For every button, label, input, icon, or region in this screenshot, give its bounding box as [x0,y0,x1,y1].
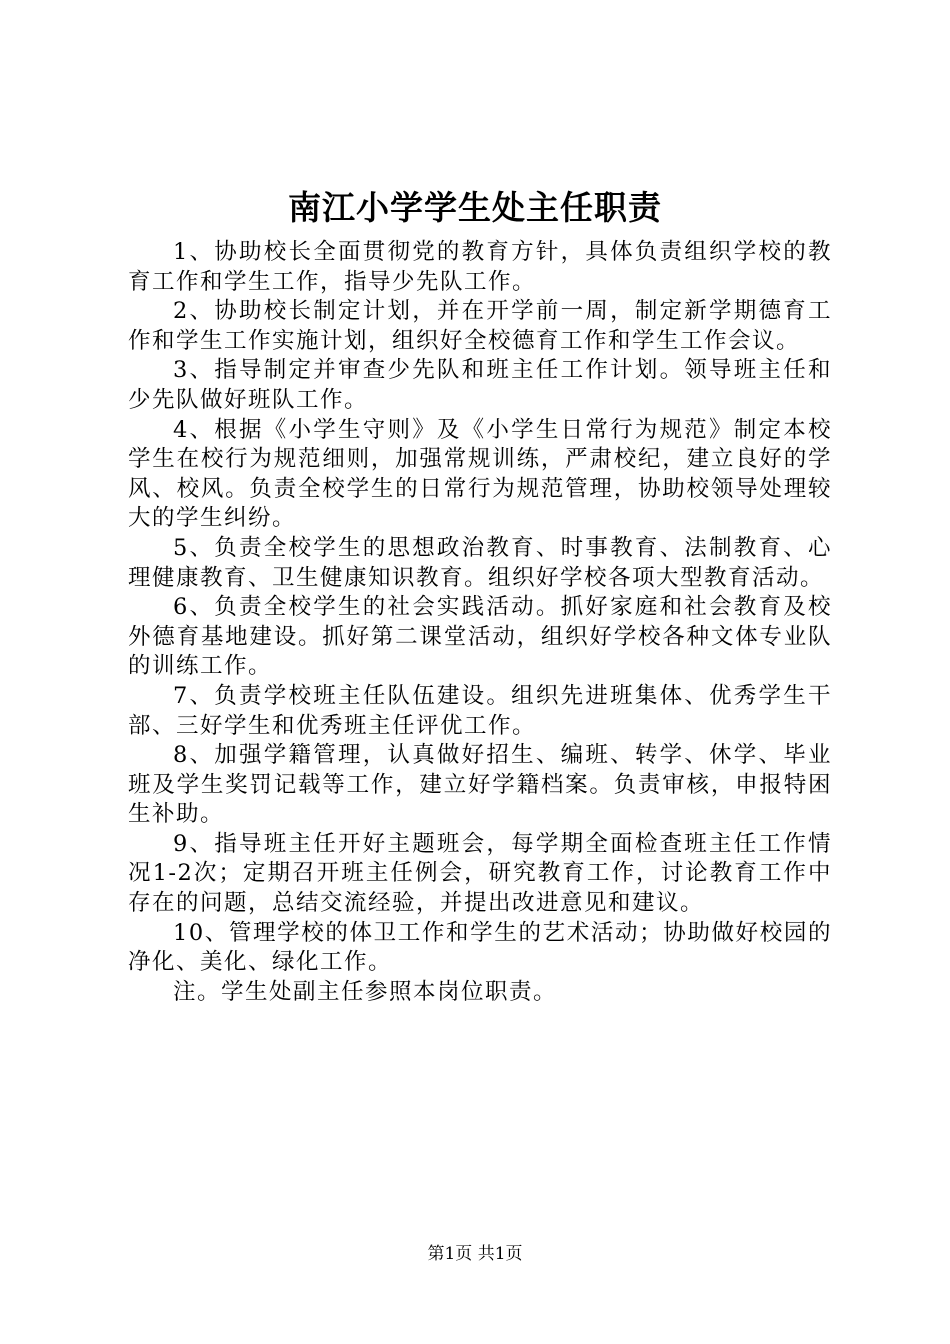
paragraph-10: 10、管理学校的体卫工作和学生的艺术活动；协助做好校园的净化、美化、绿化工作。 [128,919,832,976]
paragraph-9: 9、指导班主任开好主题班会，每学期全面检查班主任工作情况1-2次；定期召开班主任例会，研究教育工作，讨论教育工作中存在的问题，总结交流经验，并提出改进意见和建议。 [128,830,832,917]
paragraph-1: 1、协助校长全面贯彻党的教育方针，具体负责组织学校的教育工作和学生工作，指导少先队工作。 [128,239,832,295]
document-title: 南江小学学生处主任职责 [288,188,662,227]
document-body [128,238,832,1007]
paragraph-8: 8、加强学籍管理，认真做好招生、编班、转学、休学、毕业班及学生奖罚记载等工作，建立好学籍档案。负责审核，申报特困生补助。 [128,742,832,828]
paragraph-2: 2、协助校长制定计划，并在开学前一周，制定新学期德育工作和学生工作实施计划，组织好全校德育工作和学生工作会议。 [128,298,832,354]
paragraph-3: 3、指导制定并审查少先队和班主任工作计划。领导班主任和少先队做好班队工作。 [128,357,832,413]
paragraph-7: 7、负责学校班主任队伍建设。组织先进班集体、优秀学生干部、三好学生和优秀班主任评优工作。 [128,682,832,739]
paragraph-5: 5、负责全校学生的思想政治教育、时事教育、法制教育、心理健康教育、卫生健康知识教育。组织好学校各项大型教育活动。 [128,534,832,591]
paragraph-4: 4、根据《小学生守则》及《小学生日常行为规范》制定本校学生在校行为规范细则，加强常规训练，严肃校纪，建立良好的学风、校风。负责全校学生的日常行为规范管理，协助校领导处理较大的学生纠纷。 [128,416,832,532]
page-number-footer: 第1页 共1页 [427,1244,523,1264]
paragraph-note: 注。学生处副主任参照本岗位职责。 [173,978,558,1005]
paragraph-6: 6、负责全校学生的社会实践活动。抓好家庭和社会教育及校外德育基地建设。抓好第二课堂活动，组织好学校各种文体专业队的训练工作。 [128,594,832,680]
